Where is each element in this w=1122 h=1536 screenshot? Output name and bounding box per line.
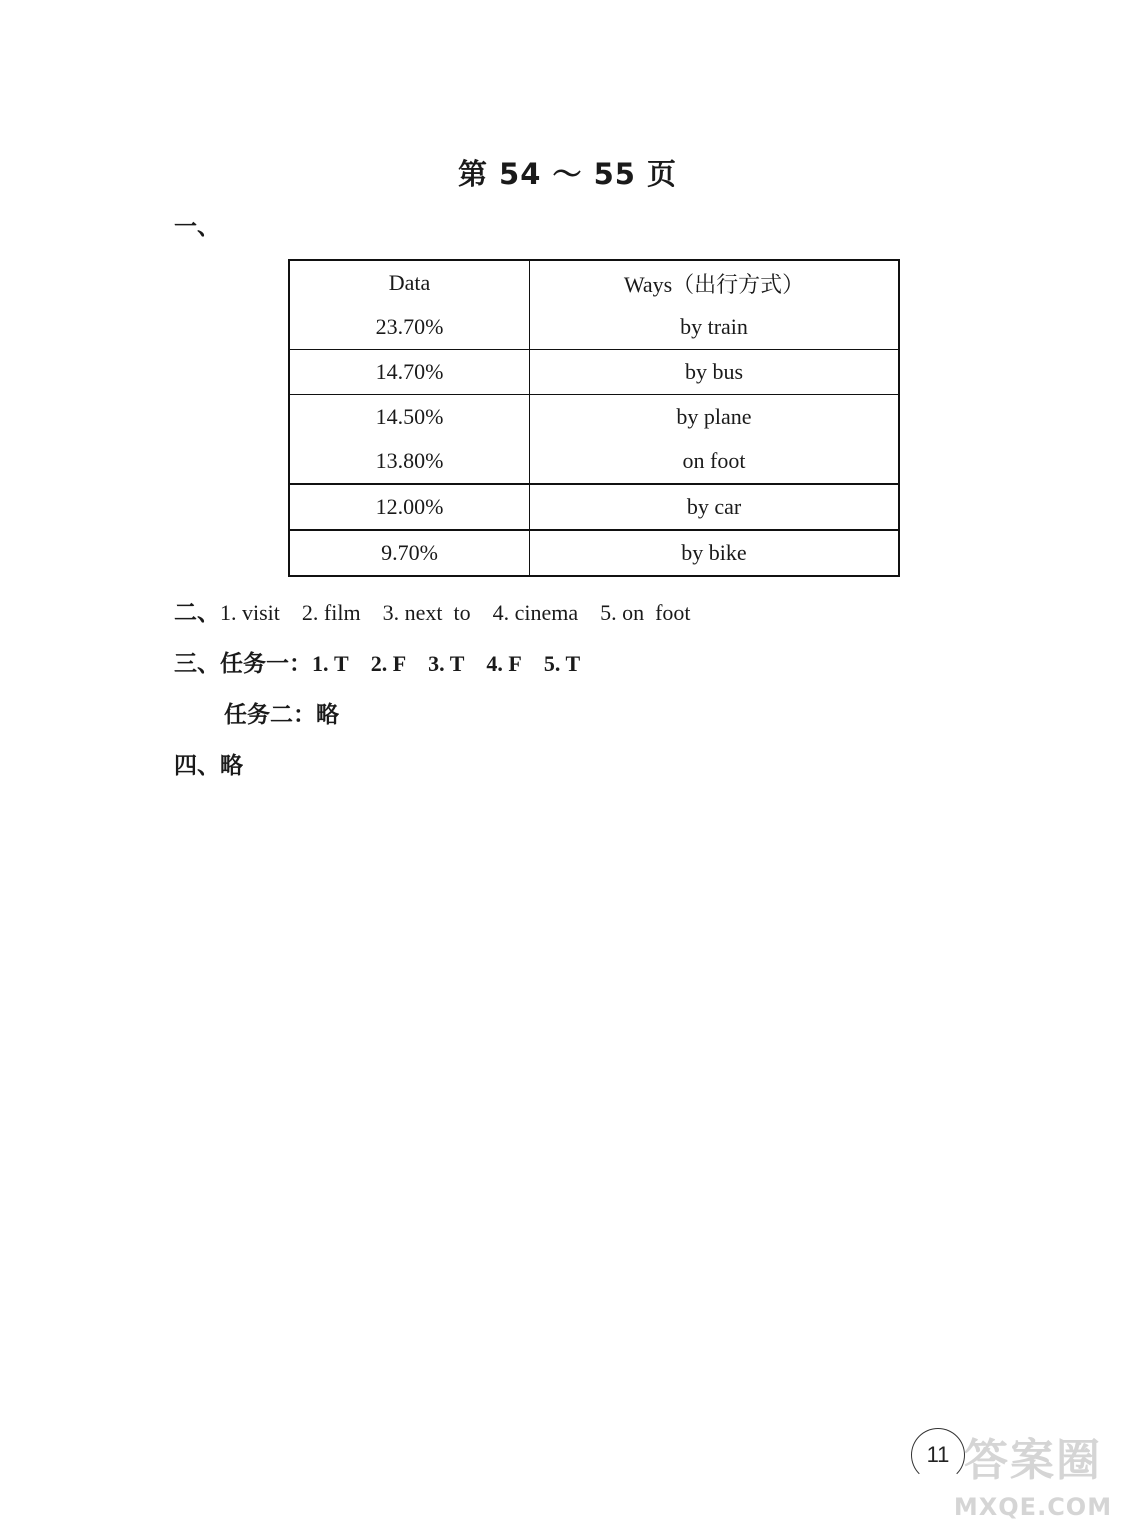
table-row: [289, 350, 899, 395]
page-title: 第 54 ～ 55 页: [457, 157, 678, 191]
cell-ways: by bus: [530, 350, 900, 395]
answer-item: 1. T: [312, 651, 349, 676]
section-3-task-2: [224, 696, 339, 729]
cell-data: 14.50%: [289, 395, 530, 440]
cell-ways: by train: [530, 305, 900, 350]
cell-data: 14.70%: [289, 350, 530, 395]
cell-ways: by car: [530, 484, 900, 530]
travel-ways-table: [288, 259, 900, 577]
section-4-label: 四、: [174, 753, 220, 779]
cell-data: 23.70%: [289, 305, 530, 350]
table-row: [289, 439, 899, 484]
table-row: [289, 484, 899, 530]
answer-item: 5. on foot: [600, 600, 691, 625]
watermark: [948, 1430, 1118, 1522]
section-4-answer: 略: [220, 753, 243, 779]
watermark-url: MXQE.COM: [953, 1493, 1113, 1521]
page-number: 11: [911, 1428, 965, 1482]
cell-ways: on foot: [530, 439, 900, 484]
section-3-label: 三、: [174, 651, 220, 677]
table-header-row: [289, 260, 899, 305]
watermark-logo-text: 答案圈: [964, 1435, 1102, 1486]
answer-item: 2. film: [301, 600, 361, 625]
answer-item: 4. cinema: [492, 600, 579, 625]
cell-data: 13.80%: [289, 439, 530, 484]
task-2-answer: 略: [316, 702, 339, 728]
answer-item: 1. visit: [220, 600, 280, 625]
cell-data: 12.00%: [289, 484, 530, 530]
answer-item: 3. next to: [382, 600, 471, 625]
task-2-label: 任务二：: [224, 702, 316, 728]
task-1-label: 任务一：: [220, 651, 312, 677]
header-data: Data: [289, 260, 530, 305]
header-ways: Ways（出行方式）: [530, 260, 900, 305]
section-3-task-1: [174, 645, 580, 678]
cell-data: 9.70%: [289, 530, 530, 576]
section-4: [174, 747, 243, 780]
section-1-label: 一、: [174, 214, 220, 240]
answer-item: 2. F: [370, 651, 407, 676]
section-2-answers: [174, 594, 691, 627]
answer-item: 4. F: [486, 651, 522, 676]
cell-ways: by bike: [530, 530, 900, 576]
answer-item: 5. T: [543, 651, 581, 676]
answer-item: 3. T: [428, 651, 465, 676]
table-row: [289, 530, 899, 576]
table-row: [289, 305, 899, 350]
table-row: [289, 395, 899, 440]
cell-ways: by plane: [530, 395, 900, 440]
section-2-label: 二、: [174, 600, 220, 626]
